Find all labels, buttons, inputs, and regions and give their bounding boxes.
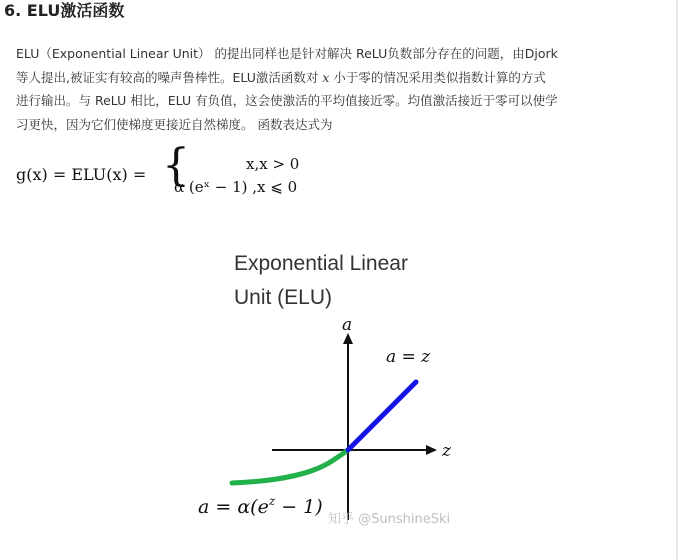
variable-x: x [322, 69, 330, 85]
formula-case-positive: x,x > 0 [246, 155, 300, 173]
x-axis-arrow [426, 445, 437, 455]
figure-title-line-1: Exponential Linear [234, 252, 408, 275]
positive-branch-line [348, 382, 416, 450]
paragraph-line-1: ELU（Exponential Linear Unit） 的提出同样也是针对解决 ReLU负数部分存在的问题，由Djork [16, 46, 558, 61]
paragraph-line-4: 习更快，因为它们使梯度更接近自然梯度。 函数表达式为 [16, 116, 333, 132]
negative-branch-curve [232, 450, 348, 483]
figure-title-line-2: Unit (ELU) [234, 286, 333, 309]
formula-case-negative: α (eˣ − 1) ,x ⩽ 0 [174, 178, 298, 196]
positive-branch-label: a = z [386, 347, 431, 367]
x-axis-label: z [442, 441, 451, 461]
y-axis-label: a [342, 315, 353, 335]
watermark-text: 知乎 @SunshineSki [328, 512, 451, 527]
formula-brace: { [162, 140, 190, 191]
negative-branch-label: $a = \alpha(e^z - 1)$ [198, 494, 323, 518]
paragraph-line-2: 等人提出,被证实有较高的噪声鲁棒性。ELU激活函数对 x 小于零的情况采用类似指数计算的方式 [16, 69, 546, 85]
formula-lhs: g(x) = ELU(x) = [16, 165, 147, 184]
paragraph-line-3: 进行输出。与 ReLU 相比，ELU 有负值，这会使激活的平均值接近零。均值激活接近于零可以使学 [16, 93, 558, 108]
section-heading: 6. ELU激活函数 [4, 1, 125, 20]
